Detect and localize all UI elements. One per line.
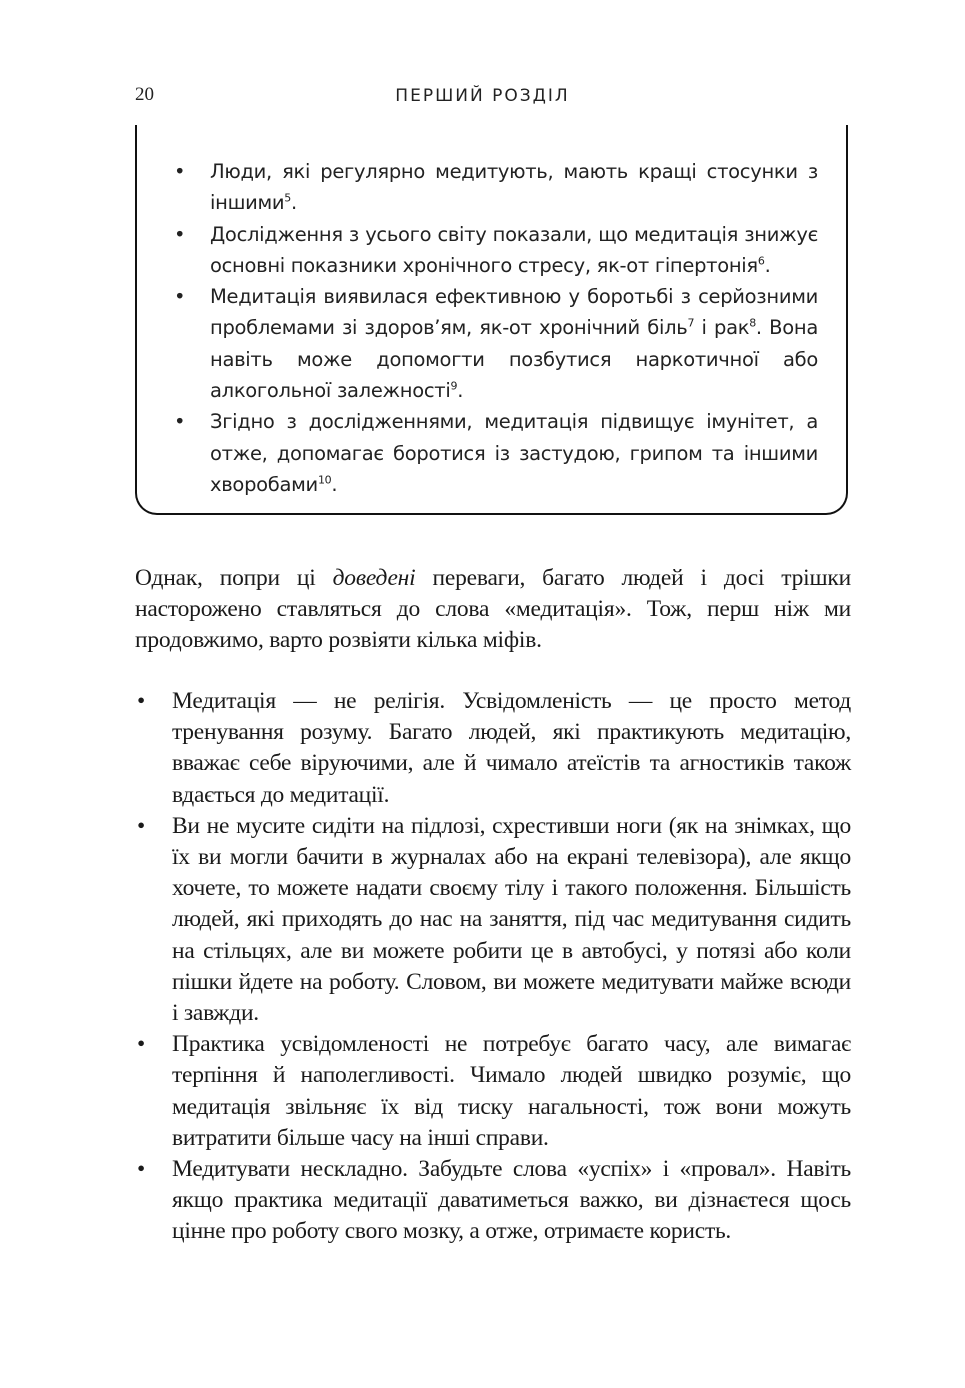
bullet-icon: • — [137, 812, 145, 839]
footnote-ref[interactable]: 10 — [317, 473, 332, 487]
sidebar-item-text: і рак — [694, 316, 750, 340]
punctuation: . — [290, 191, 297, 215]
punctuation: . — [457, 379, 464, 403]
footnote-ref[interactable]: 6 — [757, 254, 765, 268]
punctuation: . — [331, 472, 338, 496]
footnote-ref[interactable]: 9 — [450, 379, 458, 393]
myth-text: Практика усвідомленості не потребує багато часу, але вимагає терпіння й наполегливості. Чимало людей швидко розуміє, що медитація звільняє їх від тиску нагальності, тож вони можуть витратити більше часу на інші справи. — [172, 1031, 851, 1151]
sidebar-list-item — [170, 406, 818, 500]
myth-text: Ви не мусите сидіти на підлозі, схрестивши ноги (як на знімках, що їх ви могли бачити в журналах або на екрані телевізора), але якщо хочете, то можете надати своєму тілу і такого положення. Більшість людей, які приходять до нас на заняття, під час медитування сидить на стільцях, але ви можете робити це в автобусі, у потязі або коли пішки йдете на роботу. Словом, ви можете медитувати майже всюди і завжди. — [172, 812, 851, 1027]
bullet-icon: • — [137, 1156, 145, 1183]
sidebar-list-item — [170, 156, 818, 219]
bullet-icon: • — [174, 222, 186, 246]
footnote-ref[interactable]: 8 — [749, 316, 756, 330]
myth-list-item — [135, 811, 851, 1029]
myth-text: Медитувати нескладно. Забудьте слова «успіх» і «провал». Навіть якщо практика медитації даватиметься важко, ви дізнаєтеся щось цінне про роботу свого мозку, а отже, отримаєте користь. — [172, 1156, 851, 1245]
sidebar-item-text: . Вона навіть може допомогти позбутися наркотичної або алкогольної залежності — [210, 316, 818, 403]
bullet-icon: • — [174, 410, 186, 434]
sidebar-item-text: Люди, які регулярно медитують, мають кращі стосунки з іншими — [210, 160, 818, 215]
sidebar-item-text: Дослідження з усього світу показали, що медитація знижує основні показники хронічного стресу, як-от гіпертонія — [210, 222, 818, 277]
sidebar-list-item — [170, 219, 818, 282]
sidebar-list-item — [170, 281, 818, 406]
bullet-icon: • — [174, 160, 186, 183]
footnote-ref[interactable]: 7 — [687, 316, 695, 330]
paragraph-text: переваги, багато людей і досі трішки насторожено ставляться до слова «медитація». Тож, перш ніж ми продовжимо, варто розвіяти кілька міфів. — [135, 565, 851, 653]
sidebar-benefits-list — [170, 156, 818, 500]
bullet-icon: • — [137, 688, 145, 714]
paragraph-text: Однак, попри ці — [135, 565, 333, 591]
myth-list-item — [135, 1154, 851, 1248]
sidebar-item-text: Медитація виявилася ефективною у боротьбі з серйозними проблемами зі здоров’ям, як-от хронічний біль — [210, 285, 818, 340]
myths-list — [135, 686, 851, 1248]
myth-list-item — [135, 1029, 851, 1154]
myth-text: Медитація — не релігія. Усвідомленість — це просто метод тренування розуму. Багато людей, які практикують медитацію, вважає себе віруючими, але й чимало атеїстів та агностиків також вдається до медитації. — [172, 688, 851, 808]
bullet-icon: • — [174, 285, 186, 309]
myth-list-item — [135, 686, 851, 811]
footnote-ref[interactable]: 5 — [284, 191, 291, 205]
emphasis-text: доведені — [332, 565, 416, 591]
bullet-icon: • — [137, 1031, 145, 1058]
body-paragraph — [135, 563, 851, 656]
punctuation: . — [764, 253, 771, 277]
sidebar-item-text: Згідно з дослідженнями, медитація підвищує імунітет, а отже, допомагає боротися із застудою, грипом та іншими хворобами — [210, 410, 818, 496]
page-number: 20 — [135, 84, 154, 105]
running-head: ПЕРШИЙ РОЗДІЛ — [395, 86, 570, 106]
